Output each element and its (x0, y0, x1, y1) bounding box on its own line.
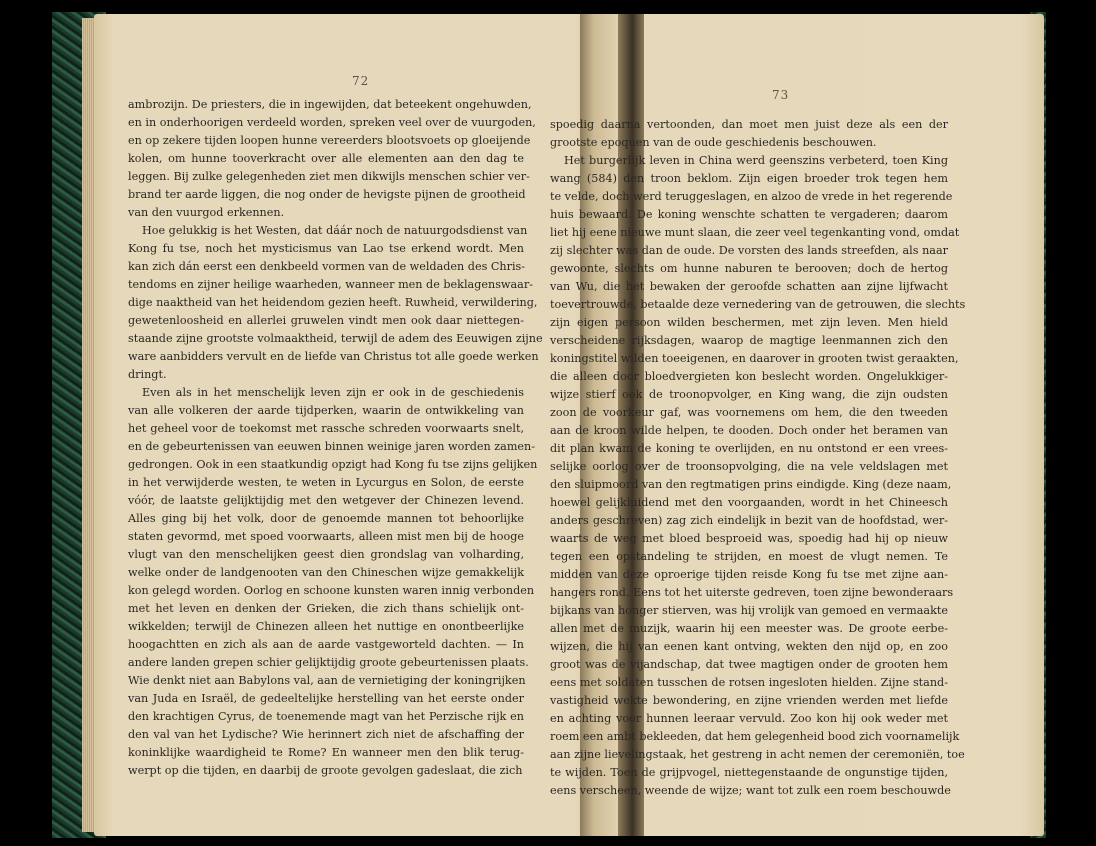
text-line: zoon de voorkeur gaf, was voornemens om hem, die den tweeden (550, 406, 948, 419)
text-line: toevertrouwde, betaalde deze vernedering van de getrouwen, die slechts (550, 298, 966, 311)
text-line: vóór, de laatste gelijktijdig met den wetgever der Chinezen levend. (128, 494, 524, 507)
text-line: spoedig daarna vertoonden, dan moet men juist deze als een der (550, 118, 948, 131)
text-line: en op zekere tijden loopen hunne vereerders blootsvoets op gloeijende (128, 134, 531, 147)
text-line: andere landen grepen schier gelijktijdig groote gebeurtenissen plaats. (128, 656, 529, 669)
text-line: dige naaktheid van het heidendom gezien heeft. Ruwheid, verwildering, (128, 296, 538, 309)
text-line: aan de kroon wilde helpen, te dooden. Doch onder het beramen van (550, 424, 948, 437)
text-line: het geheel voor de toekomst met rassche schreden voorwaarts snelt, (128, 422, 524, 435)
text-line: vlugt van den menschelijken geest dien grondslag van volharding, (128, 548, 524, 561)
text-line: kan zich dán eerst een denkbeeld vormen van de weldaden des Chris- (128, 260, 526, 273)
text-line: gewetenloosheid en allerlei gruwelen vindt men ook daar niettegen- (128, 314, 524, 327)
text-line: en achting voor hunnen leeraar vervuld. Zoo kon hij ook weder met (550, 712, 948, 725)
text-line: wikkelden; terwijl de Chinezen alleen het nuttige en onontbeerlijke (128, 620, 524, 633)
text-line: Kong fu tse, noch het mysticismus van Lao tse erkend wordt. Men (128, 242, 524, 255)
text-line: liet hij eene nieuwe munt slaan, die zeer veel tegenkanting vond, omdat (550, 226, 960, 239)
text-line: roem een ambt bekleeden, dat hem gelegenheid bood zich voornamelijk (550, 730, 960, 743)
text-line: gewoonte, slechts om hunne naburen te berooven; doch de hertog (550, 262, 948, 275)
text-line: koningstitel wilden toeeigenen, en daarover in grooten twist geraakten, (550, 352, 959, 365)
text-line: van Juda en Israël, de gedeeltelijke herstelling van het eerste onder (128, 692, 524, 705)
text-line: grootste epoquen van de oude geschiedenis beschouwen. (550, 136, 877, 149)
text-line: staten gevormd, met spoed voorwaarts, alleen mist men bij de hooge (128, 530, 524, 543)
text-line: Alles ging bij het volk, door de genoemde mannen tot behoorlijke (128, 512, 524, 525)
text-line: werpt op die tijden, en daarbij de groote gevolgen gadeslaat, die zich (128, 764, 523, 777)
text-line: Hoe gelukkig is het Westen, dat dáár noch de natuurgodsdienst van (142, 224, 528, 237)
text-line: groot was de vijandschap, dat twee magtigen onder de grooten hem (550, 658, 948, 671)
text-line: staande zijne grootste volmaaktheid, terwijl de adem des Eeuwigen zijne (128, 332, 543, 345)
text-line: ambrozijn. De priesters, die in ingewijden, dat beteekent ongehuwden, (128, 98, 532, 111)
text-line: hoogachtten en zich als aan de aarde vastgeworteld dachten. — In (128, 638, 524, 651)
text-line: den val van het Lydische? Wie herinnert zich niet de afschaffing der (128, 728, 524, 741)
text-line: anders geschreven) zag zich eindelijk in bezit van de hoofdstad, wer- (550, 514, 948, 527)
text-line: Wie denkt niet aan Babylons val, aan de vernietiging der koningrijken (128, 674, 526, 687)
text-line: verscheidene rijksdagen, waarop de magtige leenmannen zich den (550, 334, 948, 347)
text-line: die alleen door bloedvergieten kon beslecht worden. Ongelukkiger- (550, 370, 948, 383)
text-line: van den vuurgod erkennen. (128, 206, 285, 219)
text-line: bijkans van honger stierven, was hij vrolijk van gemoed en vermaakte (550, 604, 948, 617)
text-line: te wijden. Toen de grijpvogel, niettegenstaande de ongunstige tijden, (550, 766, 948, 779)
text-line: met het leven en denken der Grieken, die zich thans schielijk ont- (128, 602, 524, 615)
text-line: wijzen, die hij van eenen kant ontving, wekten den nijd op, en zoo (550, 640, 948, 653)
text-line: midden van deze oproerige tijden reisde Kong fu tse met zijne aan- (550, 568, 948, 581)
text-line: kon gelegd worden. Oorlog en schoone kunsten waren innig verbonden (128, 584, 535, 597)
text-line: koninklijke waardigheid te Rome? En wanneer men den blik terug- (128, 746, 524, 759)
text-line: in het verwijderde westen, te weten in Lycurgus en Solon, de eerste (128, 476, 524, 489)
left-page-text (128, 96, 543, 780)
text-line: eens verscheen, weende de wijze; want tot zulk een roem beschouwde (550, 784, 951, 797)
text-line: van Wu, die het bewaken der geroofde schatten aan zijne lijfwacht (550, 280, 948, 293)
right-page-number: 73 (772, 88, 790, 102)
text-line: hoewel gelijkluidend met den voorgaanden, wordt in het Chineesch (550, 496, 948, 509)
text-line: Het burgerlijk leven in China werd geenszins verbeterd, toen King (564, 154, 948, 167)
text-line: brand ter aarde liggen, die nog onder de hevigste pijnen de grootheid (128, 188, 526, 201)
text-line: ware aanbidders vervult en de liefde van Christus tot alle goede werken (128, 350, 539, 363)
right-page-text (550, 116, 966, 800)
text-line: tendoms en zijner heilige waarheden, wanneer men de beklagenswaar- (128, 278, 533, 291)
text-line: allen met de muzijk, waarin hij een meester was. De groote eerbe- (550, 622, 948, 635)
text-line: eens met soldaten tusschen de rotsen ingesloten hielden. Zijne stand- (550, 676, 948, 689)
text-line: wang (584) den troon beklom. Zijn eigen broeder trok tegen hem (550, 172, 948, 185)
text-line: leggen. Bij zulke gelegenheden ziet men dikwijls menschen schier ver- (128, 170, 530, 183)
text-line: selijke oorlog over de troonsopvolging, die na vele veldslagen met (550, 460, 948, 473)
text-line: te velde, doch werd teruggeslagen, en alzoo de vrede in het regerende (550, 190, 953, 203)
text-line: tegen een opstandeling te strijden, en moest de vlugt nemen. Te (550, 550, 948, 563)
text-line: zijn eigen persoon wilden beschermen, met zijn leven. Men hield (550, 316, 948, 329)
text-line: kolen, om hunne tooverkracht over alle elementen aan den dag te (128, 152, 524, 165)
left-page-number: 72 (352, 74, 370, 88)
text-line: dit plan kwam de koning te overlijden, en nu ontstond er een vrees- (550, 442, 948, 455)
text-line: wijze stierf ook de troonopvolger, en King wang, die zijn oudsten (550, 388, 948, 401)
text-line: waarts de weg met bloed besproeid was, spoedig had hij op nieuw (550, 532, 948, 545)
text-line: den krachtigen Cyrus, de toenemende magt van het Perzische rijk en (128, 710, 524, 723)
text-line: dringt. (128, 368, 167, 381)
text-line: vastigheid wekte bewondering, en zijne vrienden werden met liefde (550, 694, 948, 707)
text-line: van alle volkeren der aarde tijdperken, waarin de ontwikkeling van (128, 404, 524, 417)
text-line: huis bewaard. De koning wenschte schatten te vergaderen; daarom (550, 208, 948, 221)
text-line: welke onder de landgenooten van den Chineschen wijze gemakkelijk (128, 566, 524, 579)
text-line: Even als in het menschelijk leven zijn er ook in de geschiedenis (142, 386, 524, 399)
text-line: den sluipmoord van den regtmatigen prins eindigde. King (deze naam, (550, 478, 952, 491)
text-line: aan zijne lievelingstaak, het gestreng in acht nemen der ceremoniën, toe (550, 748, 965, 761)
text-line: en de gebeurtenissen van eeuwen binnen weinige jaren worden zamen- (128, 440, 536, 453)
text-line: zij slechter was dan de oude. De vorsten des lands streefden, als naar (550, 244, 948, 257)
text-line: hangers rond. Eens tot het uiterste gedreven, toen zijne bewonderaars (550, 586, 954, 599)
text-line: en in onderhoorigen verdeeld worden, spreken veel over de vuurgoden, (128, 116, 536, 129)
text-line: gedrongen. Ook in een staatkundig opzigt had Kong fu tse zijns gelijken (128, 458, 538, 471)
